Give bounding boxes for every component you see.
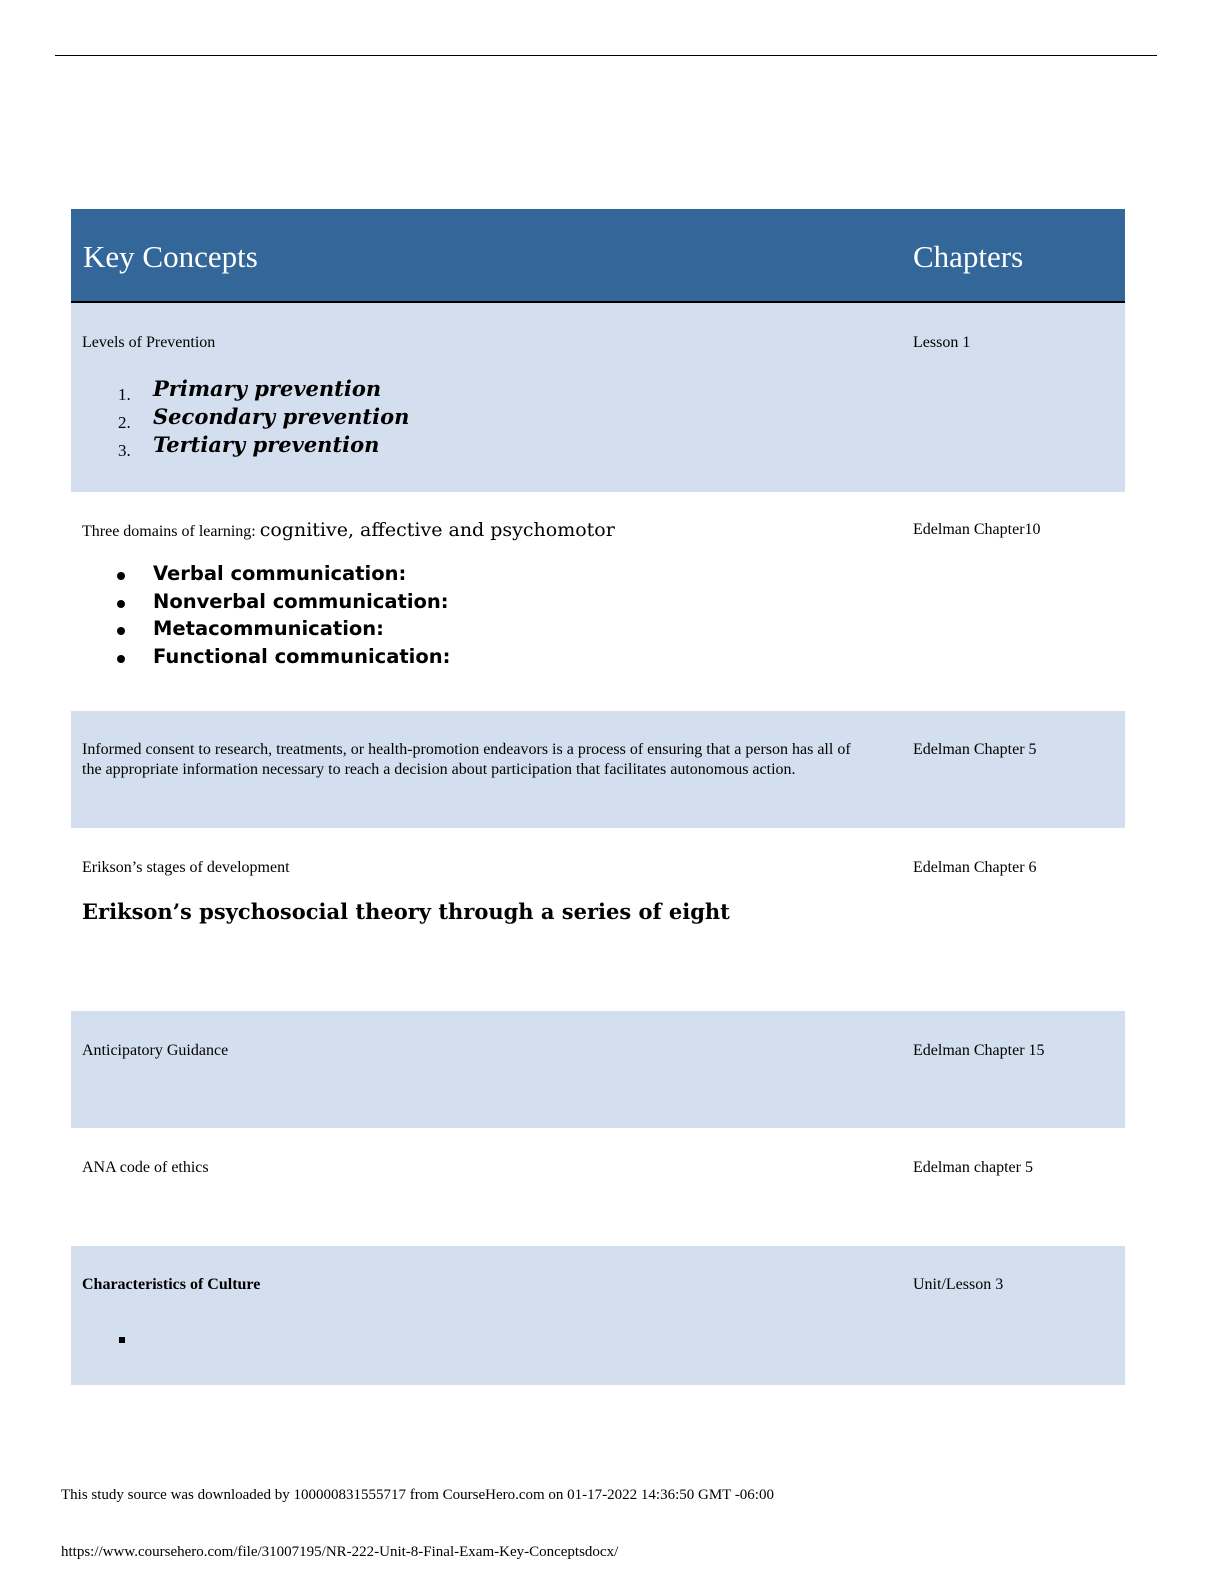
concept-cell xyxy=(82,858,872,924)
list-number: 1. xyxy=(118,385,131,404)
concept-text xyxy=(82,520,872,542)
bullet-icon xyxy=(117,655,125,663)
concept-subtext: Erikson’s psychosocial theory through a series of eight xyxy=(82,899,730,924)
bullet-icon xyxy=(117,600,125,608)
concept-text: Erikson’s stages of development xyxy=(82,859,290,876)
concept-cell: ANA code of ethics xyxy=(82,1159,209,1176)
list-text: Nonverbal communication: xyxy=(153,589,449,613)
list-number: 2. xyxy=(118,413,131,432)
list-text: Verbal communication: xyxy=(153,562,407,585)
table-row xyxy=(71,492,1125,711)
table-row xyxy=(71,1128,1125,1246)
table-header xyxy=(71,209,1125,303)
chapter-cell: Edelman Chapter 15 xyxy=(913,1042,1045,1059)
concept-text: Characteristics of Culture xyxy=(82,1276,261,1293)
list-text: Metacommunication: xyxy=(153,617,384,640)
table-row xyxy=(71,1246,1125,1385)
list-text: Primary prevention xyxy=(153,376,382,401)
table-row xyxy=(71,1011,1125,1128)
concept-cell: Informed consent to research, treatments, or health-promotion endeavors is a process of ensuring that a person has all of the appropriate information necessary to reach a decision about participation that facilitates autonomous action. xyxy=(82,741,851,778)
list-text: Functional communication: xyxy=(153,644,451,668)
concept-cell xyxy=(82,519,872,668)
concept-emphasis: cognitive, affective and psychomotor xyxy=(259,519,615,541)
chapter-cell: Edelman chapter 5 xyxy=(913,1159,1033,1176)
table-row xyxy=(71,711,1125,828)
table-row xyxy=(71,828,1125,1011)
download-notice: This study source was downloaded by 100000831555717 from CourseHero.com on 01-17-2022 14:36:50 GMT -06:00 xyxy=(61,1487,774,1503)
header-chapters: Chapters xyxy=(913,239,1024,274)
bullet-icon xyxy=(117,627,125,635)
key-concepts-table xyxy=(71,209,1125,1385)
chapter-cell: Unit/Lesson 3 xyxy=(913,1276,1004,1293)
source-url[interactable]: https://www.coursehero.com/file/31007195/NR-222-Unit-8-Final-Exam-Key-Conceptsdocx/ xyxy=(61,1544,619,1560)
list-number: 3. xyxy=(118,441,131,460)
chapter-cell: Lesson 1 xyxy=(913,334,971,351)
concept-cell xyxy=(82,1275,872,1295)
top-rule xyxy=(55,55,1157,56)
header-key-concepts: Key Concepts xyxy=(83,239,258,274)
chapter-cell: Edelman Chapter10 xyxy=(913,521,1041,538)
table-row xyxy=(71,303,1125,492)
concept-text: Levels of Prevention xyxy=(82,334,216,351)
square-bullet-icon xyxy=(119,1337,125,1343)
chapter-cell: Edelman Chapter 5 xyxy=(913,741,1037,758)
list-text: Secondary prevention xyxy=(153,404,410,429)
chapter-cell: Edelman Chapter 6 xyxy=(913,859,1037,876)
concept-cell xyxy=(82,333,872,460)
concept-prefix: Three domains of learning: xyxy=(82,523,260,540)
concept-cell: Anticipatory Guidance xyxy=(82,1042,229,1059)
bullet-icon xyxy=(117,572,125,580)
list-text: Tertiary prevention xyxy=(153,432,380,457)
